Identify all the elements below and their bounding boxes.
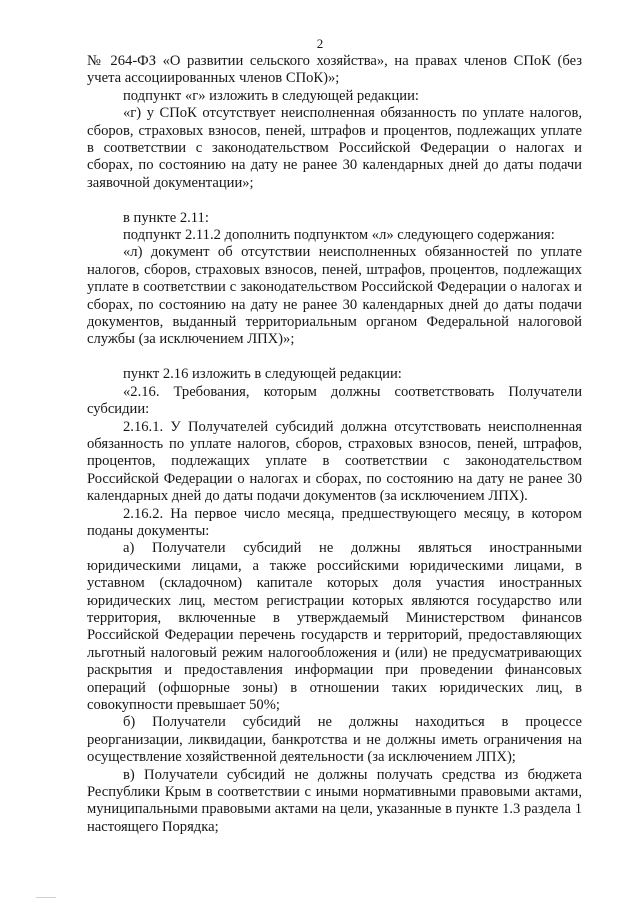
paragraph-item-2-16-1: 2.16.1. У Получателей субсидий должна отсутствовать неисполненная обязанность по уплате налогов, сборов, страховых взносов, пеней, штрафов, процентов, подлежащих уплате в соответствии с законодательством Российской Федерации о налогах и сборах, по состоянию на дату не ранее 30 календарных дней до даты подачи документов (за исключением ЛПХ). (87, 418, 582, 505)
document-body (87, 53, 582, 836)
paragraph-subitem-2-11-2: подпункт 2.11.2 дополнить подпунктом «л» следующего содержания: (123, 227, 555, 244)
paragraph-law-reference: № 264-ФЗ «О развитии сельского хозяйства», на правах членов СПоК (без учета ассоциированных членов СПоК)»; (87, 53, 582, 87)
paragraph-subitem-g-text: «г) у СПоК отсутствует неисполненная обязанность по уплате налогов, сборов, страховых взносов, пеней, штрафов и процентов, подлежащих уплате в соответствии с законодательством Российской Федерации о налогах и сборах, по состоянию на дату не ранее 30 календарных дней до даты подачи заявочной документации»; (87, 105, 582, 191)
page-number: 2 (316, 36, 324, 51)
paragraph-gap (87, 349, 582, 366)
scan-corner-mark (36, 897, 56, 898)
paragraph-subitem-l-text: «л) документ об отсутствии неисполненных обязанностей по уплате налогов, сборов, страховых взносов, пеней, штрафов, процентов, подлежащих уплате в соответствии с законодательством Российской Федерации о налогах и сборах, по состоянию на дату не ранее 30 календарных дней до даты подачи документов, выданный территориальным органом Федеральной налоговой службы (за исключением ЛПХ)»; (87, 244, 582, 348)
paragraph-item-b: б) Получатели субсидий не должны находиться в процессе реорганизации, ликвидации, банкротства и не должны иметь ограничения на осуществление хозяйственной деятельности (за исключением ЛПХ); (87, 714, 582, 766)
paragraph-item-2-16-requirements: «2.16. Требования, которым должны соответствовать Получатели субсидии: (87, 383, 582, 418)
paragraph-item-a: а) Получатели субсидий не должны являться иностранными юридическими лицами, а также российскими юридическими лицами, в уставном (складочном) капитале которых доля участия иностранных юридических лиц, местом регистрации которых являются государство или территория, включенные в утверждаемый Министерством финансов Российской Федерации перечень государств и территорий, предоставляющих льготный налоговый режим налогообложения и (или) не предусматривающих раскрытия и предоставления информации при проведении финансовых операций (офшорные зоны) в отношении таких юридических лиц, в совокупности превышает 50%; (87, 540, 582, 713)
paragraph-item-2-16-heading: пункт 2.16 изложить в следующей редакции: (123, 366, 402, 383)
paragraph-subitem-g-heading: подпункт «г» изложить в следующей редакции: (123, 87, 419, 104)
paragraph-gap (87, 192, 582, 209)
paragraph-item-2-11: в пункте 2.11: (123, 209, 209, 226)
paragraph-item-v: в) Получатели субсидий не должны получать средства из бюджета Республики Крым в соответствии с иными нормативными правовыми актами, муниципальными правовыми актами на цели, указанные в пункте 1.3 раздела 1 настоящего Порядка; (87, 766, 582, 835)
paragraph-item-2-16-2: 2.16.2. На первое число месяца, предшествующего месяцу, в котором поданы документы: (87, 505, 582, 539)
